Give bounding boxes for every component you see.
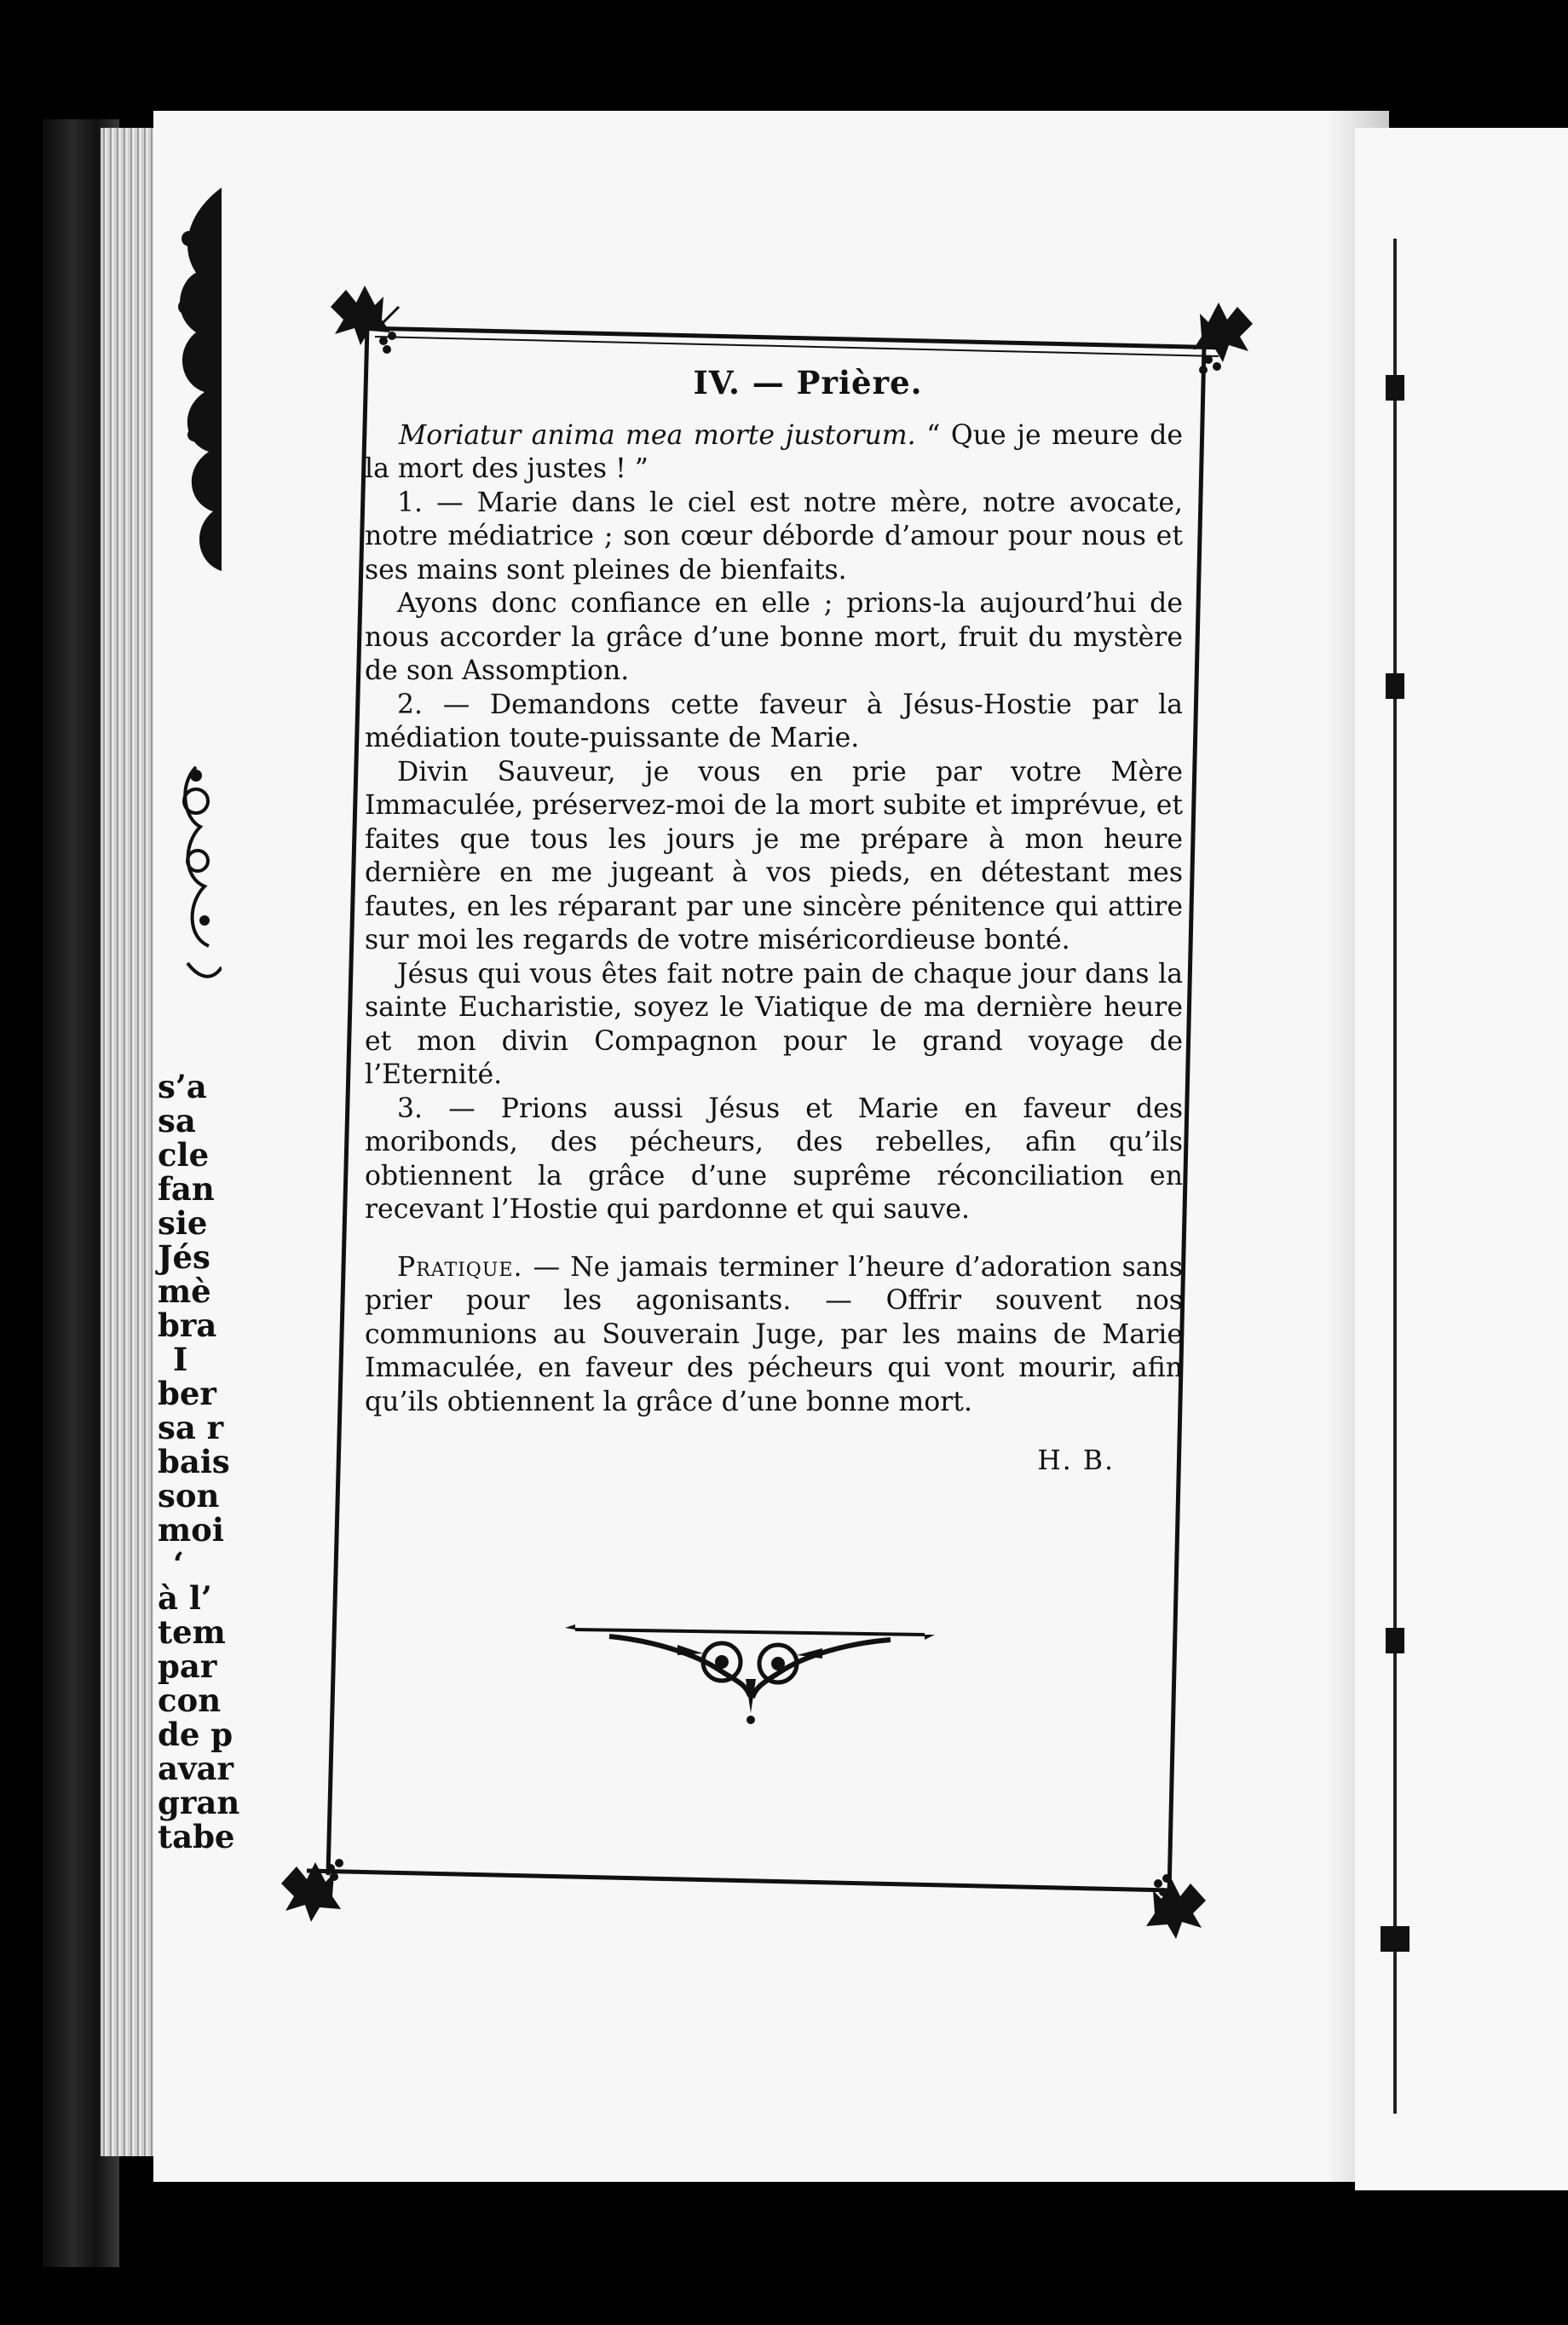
facing-fragment: moi — [158, 1511, 224, 1549]
facing-fragment: à l’ — [158, 1579, 212, 1617]
facing-fragment: ber — [158, 1375, 216, 1412]
facing-fragment: sa r — [158, 1409, 224, 1446]
opening-paragraph — [365, 419, 1183, 487]
paragraph-2 — [365, 689, 1183, 756]
facing-fragment: con — [158, 1682, 222, 1719]
scroll-ornament-icon — [565, 1624, 935, 1724]
paragraph-text: — Demandons cette faveur à Jésus-Hostie par la médiation toute-puissante de Marie. — [365, 689, 1183, 753]
pratique-paragraph — [365, 1251, 1183, 1420]
paragraph-2c: Jésus qui vous êtes fait notre pain de chaque jour dans la sainte Eucharistie, soyez le Viatique de ma dernière heure et mon divin Compagnon pour le grand voyage de l’Eternité. — [365, 958, 1183, 1090]
paragraph-text: — Marie dans le ciel est notre mère, notre avocate, notre médiatrice ; son cœur déborde d’amour pour nous et ses mains sont pleines de bienfaits. — [365, 487, 1183, 586]
facing-fragment: ‘ — [173, 1545, 184, 1583]
paragraph-1b: Ayons donc confiance en elle ; prions-la aujourd’hui de nous accorder la grâce d’une bonne mort, fruit du mystère de son Assomption. — [365, 588, 1183, 686]
facing-fragment: I — [173, 1341, 188, 1378]
facing-fragment: fan — [158, 1170, 215, 1208]
facing-fragment: de p — [158, 1716, 233, 1753]
facing-fragment: par — [158, 1647, 217, 1685]
quote-translation: “ Que je meure de la mort des justes ! ” — [365, 419, 1184, 484]
facing-fragment: sa — [158, 1102, 196, 1139]
facing-fragment: cle — [158, 1136, 210, 1174]
pratique-text: — Ne jamais terminer l’heure d’adoration sans prier pour les agonisants. — Offrir souvent nos communions au Souverain Juge, par les mains de Marie Immaculée, en faveur des pécheurs qui vont mourir, afin qu’ils obtiennent la grâce d’une bonne mort. — [365, 1251, 1183, 1417]
facing-fragment: gran — [158, 1784, 240, 1821]
leaf-ornament-icon — [1146, 1874, 1206, 1939]
facing-fragment: mè — [158, 1272, 211, 1310]
facing-fragment: son — [158, 1477, 220, 1514]
paragraph-number: 2. — [397, 689, 424, 720]
paragraph-number: 3. — [397, 1093, 424, 1124]
paragraph-number: 1. — [397, 487, 424, 518]
pratique-label: Pratique. — [397, 1251, 523, 1283]
facing-fragment: tem — [158, 1613, 226, 1651]
paragraph-2b: Divin Sauveur, je vous en prie par votre Mère Immaculée, préservez-moi de la mort subite et imprévue, et faites que tous les jours je me prépare à mon heure dernière en me jugeant à vos pieds, en détestant mes fautes, en les réparant par une sincère pénitence qui attire sur moi les regards de votre miséricordieuse bonté. — [365, 756, 1183, 955]
facing-fragment: tabe — [158, 1818, 235, 1855]
latin-quote: Moriatur anima mea morte justorum. — [399, 419, 916, 451]
facing-fragment: s’a — [158, 1068, 207, 1105]
prayer-text — [365, 366, 1183, 1479]
facing-fragment: bais — [158, 1443, 230, 1480]
leaf-ornament-icon — [281, 1859, 343, 1922]
signature: H. B. — [1037, 1445, 1115, 1476]
facing-fragment: sie — [158, 1204, 208, 1242]
section-heading: IV. — Prière. — [693, 364, 923, 401]
paragraph-1 — [365, 487, 1183, 588]
paragraph-text: — Prions aussi Jésus et Marie en faveur des moribonds, des pécheurs, des rebelles, afin qu’ils obtiennent la grâce d’une suprême réconciliation en recevant l’Hostie qui pardonne et qui sauve. — [365, 1093, 1183, 1225]
facing-fragment: bra — [158, 1307, 217, 1344]
facing-fragment: Jés — [158, 1238, 210, 1276]
paragraph-3 — [365, 1093, 1183, 1227]
facing-fragment: avar — [158, 1750, 233, 1787]
